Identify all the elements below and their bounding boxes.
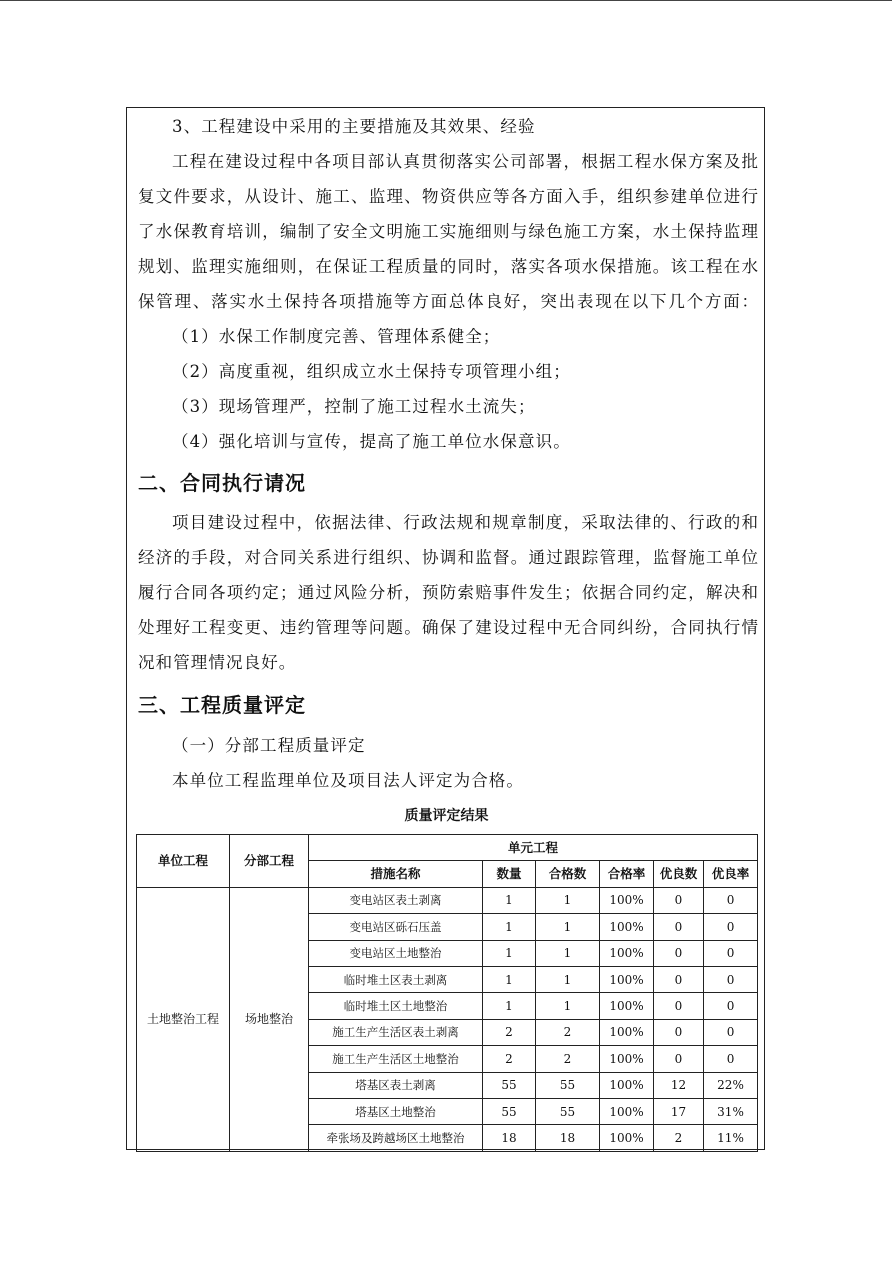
cell-qualified-rate: 100% (600, 1125, 654, 1151)
cell-count: 2 (483, 1046, 536, 1072)
cell-excellent: 0 (654, 1019, 704, 1045)
header-excellent: 优良数 (654, 861, 704, 887)
cell-excellent: 0 (654, 940, 704, 966)
cell-excellent: 0 (654, 1046, 704, 1072)
cell-count: 1 (483, 940, 536, 966)
paragraph-line: 经济的手段，对合同关系进行组织、协调和监督。通过跟踪管理，监督施工单位 (138, 548, 758, 567)
section3-heading: 3、工程建设中采用的主要措施及其效果、经验 (172, 117, 536, 136)
cell-excellent: 0 (654, 966, 704, 992)
cell-excellent-rate: 0 (704, 1019, 758, 1045)
paragraph-line: 保管理、落实水土保持各项措施等方面总体良好，突出表现在以下几个方面： (138, 292, 758, 311)
paragraph-line: 规划、监理实施细则，在保证工程质量的同时，落实各项水保措施。该工程在水 (138, 257, 758, 276)
cell-measure-name: 塔基区土地整治 (309, 1098, 483, 1124)
header-count: 数量 (483, 861, 536, 887)
page-top-border (0, 0, 892, 1)
cell-count: 18 (483, 1125, 536, 1151)
subsection-heading: （一）分部工程质量评定 (172, 736, 366, 755)
cell-qualified: 18 (536, 1125, 600, 1151)
cell-qualified: 55 (536, 1072, 600, 1098)
cell-measure-name: 塔基区表土剥离 (309, 1072, 483, 1098)
cell-qualified-rate: 100% (600, 914, 654, 940)
paragraph-line: 项目建设过程中，依据法律、行政法规和规章制度，采取法律的、行政的和 (172, 513, 758, 532)
cell-excellent-rate: 31% (704, 1098, 758, 1124)
cell-excellent: 2 (654, 1125, 704, 1151)
cell-measure-name: 变电站区砾石压盖 (309, 914, 483, 940)
cell-qualified: 55 (536, 1098, 600, 1124)
quality-conclusion: 本单位工程监理单位及项目法人评定为合格。 (172, 771, 524, 790)
list-item: （1）水保工作制度完善、管理体系健全； (172, 327, 501, 346)
list-item: （2）高度重视，组织成立水土保持专项管理小组； (172, 362, 571, 381)
paragraph-line: 复文件要求，从设计、施工、监理、物资供应等各方面入手，组织参建单位进行 (138, 187, 758, 206)
cell-excellent-rate: 0 (704, 914, 758, 940)
cell-measure-name: 牵张场及跨越场区土地整治 (309, 1125, 483, 1151)
header-element-project: 单元工程 (309, 835, 758, 861)
cell-qualified-rate: 100% (600, 887, 654, 913)
cell-count: 1 (483, 993, 536, 1019)
header-unit-project: 单位工程 (137, 835, 230, 888)
paragraph-line: 处理好工程变更、违约管理等问题。确保了建设过程中无合同纠纷，合同执行情 (138, 618, 758, 637)
cell-excellent: 0 (654, 993, 704, 1019)
quality-heading: 三、工程质量评定 (138, 693, 306, 717)
cell-excellent-rate: 11% (704, 1125, 758, 1151)
cell-qualified: 1 (536, 887, 600, 913)
header-sub-project: 分部工程 (230, 835, 309, 888)
cell-excellent: 0 (654, 914, 704, 940)
contract-heading: 二、合同执行请况 (138, 471, 306, 495)
cell-qualified: 1 (536, 914, 600, 940)
cell-count: 1 (483, 966, 536, 992)
cell-measure-name: 变电站区表土剥离 (309, 887, 483, 913)
table-row (137, 887, 758, 913)
header-qualified: 合格数 (536, 861, 600, 887)
cell-excellent: 0 (654, 887, 704, 913)
cell-sub-project: 场地整治 (230, 887, 309, 1151)
cell-qualified-rate: 100% (600, 1098, 654, 1124)
paragraph-line: 工程在建设过程中各项目部认真贯彻落实公司部署，根据工程水保方案及批 (172, 152, 758, 171)
cell-qualified: 1 (536, 940, 600, 966)
list-item: （3）现场管理严，控制了施工过程水土流失； (172, 397, 536, 416)
paragraph-line: 况和管理情况良好。 (138, 653, 297, 672)
cell-measure-name: 变电站区土地整治 (309, 940, 483, 966)
cell-qualified: 1 (536, 993, 600, 1019)
cell-excellent-rate: 22% (704, 1072, 758, 1098)
cell-excellent-rate: 0 (704, 1046, 758, 1072)
header-excellent-rate: 优良率 (704, 861, 758, 887)
cell-excellent-rate: 0 (704, 993, 758, 1019)
paragraph-line: 履行合同各项约定；通过风险分析，预防索赔事件发生；依据合同约定，解决和 (138, 583, 758, 602)
paragraph-line: 了水保教育培训，编制了安全文明施工实施细则与绿色施工方案，水土保持监理 (138, 222, 758, 241)
header-measure-name: 措施名称 (309, 861, 483, 887)
cell-measure-name: 施工生产生活区表土剥离 (309, 1019, 483, 1045)
cell-qualified-rate: 100% (600, 993, 654, 1019)
cell-measure-name: 临时堆土区土地整治 (309, 993, 483, 1019)
cell-count: 1 (483, 887, 536, 913)
cell-excellent-rate: 0 (704, 966, 758, 992)
cell-qualified-rate: 100% (600, 966, 654, 992)
cell-measure-name: 施工生产生活区土地整治 (309, 1046, 483, 1072)
cell-qualified-rate: 100% (600, 940, 654, 966)
cell-count: 1 (483, 914, 536, 940)
cell-count: 55 (483, 1098, 536, 1124)
cell-unit-project: 土地整治工程 (137, 887, 230, 1151)
cell-excellent-rate: 0 (704, 887, 758, 913)
cell-excellent: 12 (654, 1072, 704, 1098)
cell-count: 55 (483, 1072, 536, 1098)
table-caption: 质量评定结果 (404, 808, 489, 824)
cell-qualified-rate: 100% (600, 1019, 654, 1045)
cell-excellent: 17 (654, 1098, 704, 1124)
cell-measure-name: 临时堆土区表土剥离 (309, 966, 483, 992)
quality-table (136, 834, 758, 1152)
cell-qualified: 2 (536, 1019, 600, 1045)
list-item: （4）强化培训与宣传，提高了施工单位水保意识。 (172, 432, 571, 451)
cell-qualified-rate: 100% (600, 1072, 654, 1098)
cell-qualified-rate: 100% (600, 1046, 654, 1072)
cell-excellent-rate: 0 (704, 940, 758, 966)
header-qualified-rate: 合格率 (600, 861, 654, 887)
cell-count: 2 (483, 1019, 536, 1045)
cell-qualified: 1 (536, 966, 600, 992)
cell-qualified: 2 (536, 1046, 600, 1072)
